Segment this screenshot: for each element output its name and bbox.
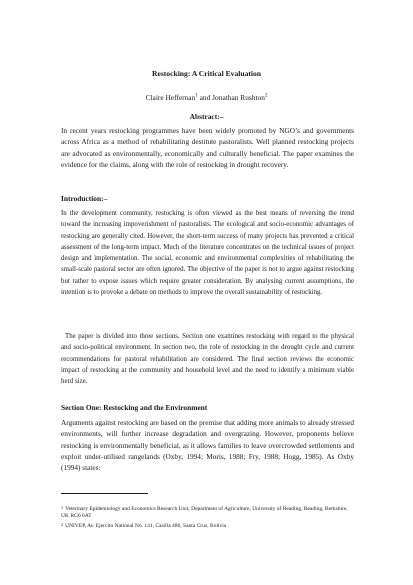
introduction-paragraph: In the development community, restocking is often viewed as the best means of reversing the trend toward the increasing impoverishment of pastoralists. The ecological and socio-economic advantages of restocking are generally cited. However, the short-term success of many projects has prevented a critical assessment of the long-term impact. Much of the literature concentrates on the technical issues of project design and implementation. The social, economic and environmental complexities of rehabilitating the small-scale pastoral sector are often ignored. The objective of the paper is not to argue against restocking but rather to expose issues which require greater consideration. By analysing current assumptions, the intention is to provoke a debate on methods to improve the overall sustainability of restocking. bbox=[61, 210, 354, 297]
author-name: Jonathan Rushton bbox=[212, 93, 265, 102]
footnote bbox=[61, 505, 353, 520]
footnote-marker: 2 bbox=[61, 521, 64, 527]
author-joiner: and bbox=[197, 93, 213, 102]
footnote-marker: 1 bbox=[195, 93, 198, 99]
footnote-marker: 1 bbox=[61, 504, 64, 510]
footnote-marker: 2 bbox=[264, 93, 268, 99]
section-paragraph: Arguments against restocking are based on the premise that adding more animals to already stressed environments, will further increase degradation and overgrazing. However, proponents believe restocking is environmentally beneficial, as it allows families to leave overcrowded settlements and exploit under-utilised rangelands (Oxby, 1994; Moris, 1988; Fry, 1988; Hogg, 1985). As Oxby (1994) states: bbox=[61, 418, 354, 473]
section-heading: Section One: Restocking and the Environment bbox=[61, 403, 208, 412]
author-line bbox=[0, 93, 413, 102]
footnote-text: Veterinary Epidemiology and Economics Research Unit, Department of Agriculture, University of Reading, Reading, Berkshire, UK RG6 6AT bbox=[61, 506, 348, 520]
introduction-heading: Introduction:– bbox=[61, 194, 108, 203]
introduction-paragraph: The paper is divided into three sections. Section one examines restocking with regard to the physical and socio-political environment. In section two, the role of restocking in the drought cycle and current recommendations for pastoral rehabilitation are considered. The final section reviews the economic impact of restocking at the community and household level and the need to identify a minimum viable herd size. bbox=[61, 333, 354, 386]
footnote bbox=[61, 522, 353, 530]
footnote-text: UNIVEP, Av. Ejercito National No. 141, Casilla 486, Santa Cruz, Bolivia bbox=[65, 523, 227, 529]
paper-title: Restocking: A Critical Evaluation bbox=[151, 69, 262, 78]
footnote-divider bbox=[61, 493, 148, 494]
abstract-paragraph: In recent years restocking programmes have been widely promoted by NGO’s and governments across Africa as a method of rehabilitating destitute pastoralists. Well planned restocking projects are advocated as environmentally, economically and culturally beneficial. The paper examines the evidence for the claims, along with the role of restocking in drought recovery. bbox=[61, 126, 354, 169]
abstract-heading: Abstract:– bbox=[189, 112, 224, 121]
author-name: Claire Heffernan bbox=[145, 93, 196, 102]
